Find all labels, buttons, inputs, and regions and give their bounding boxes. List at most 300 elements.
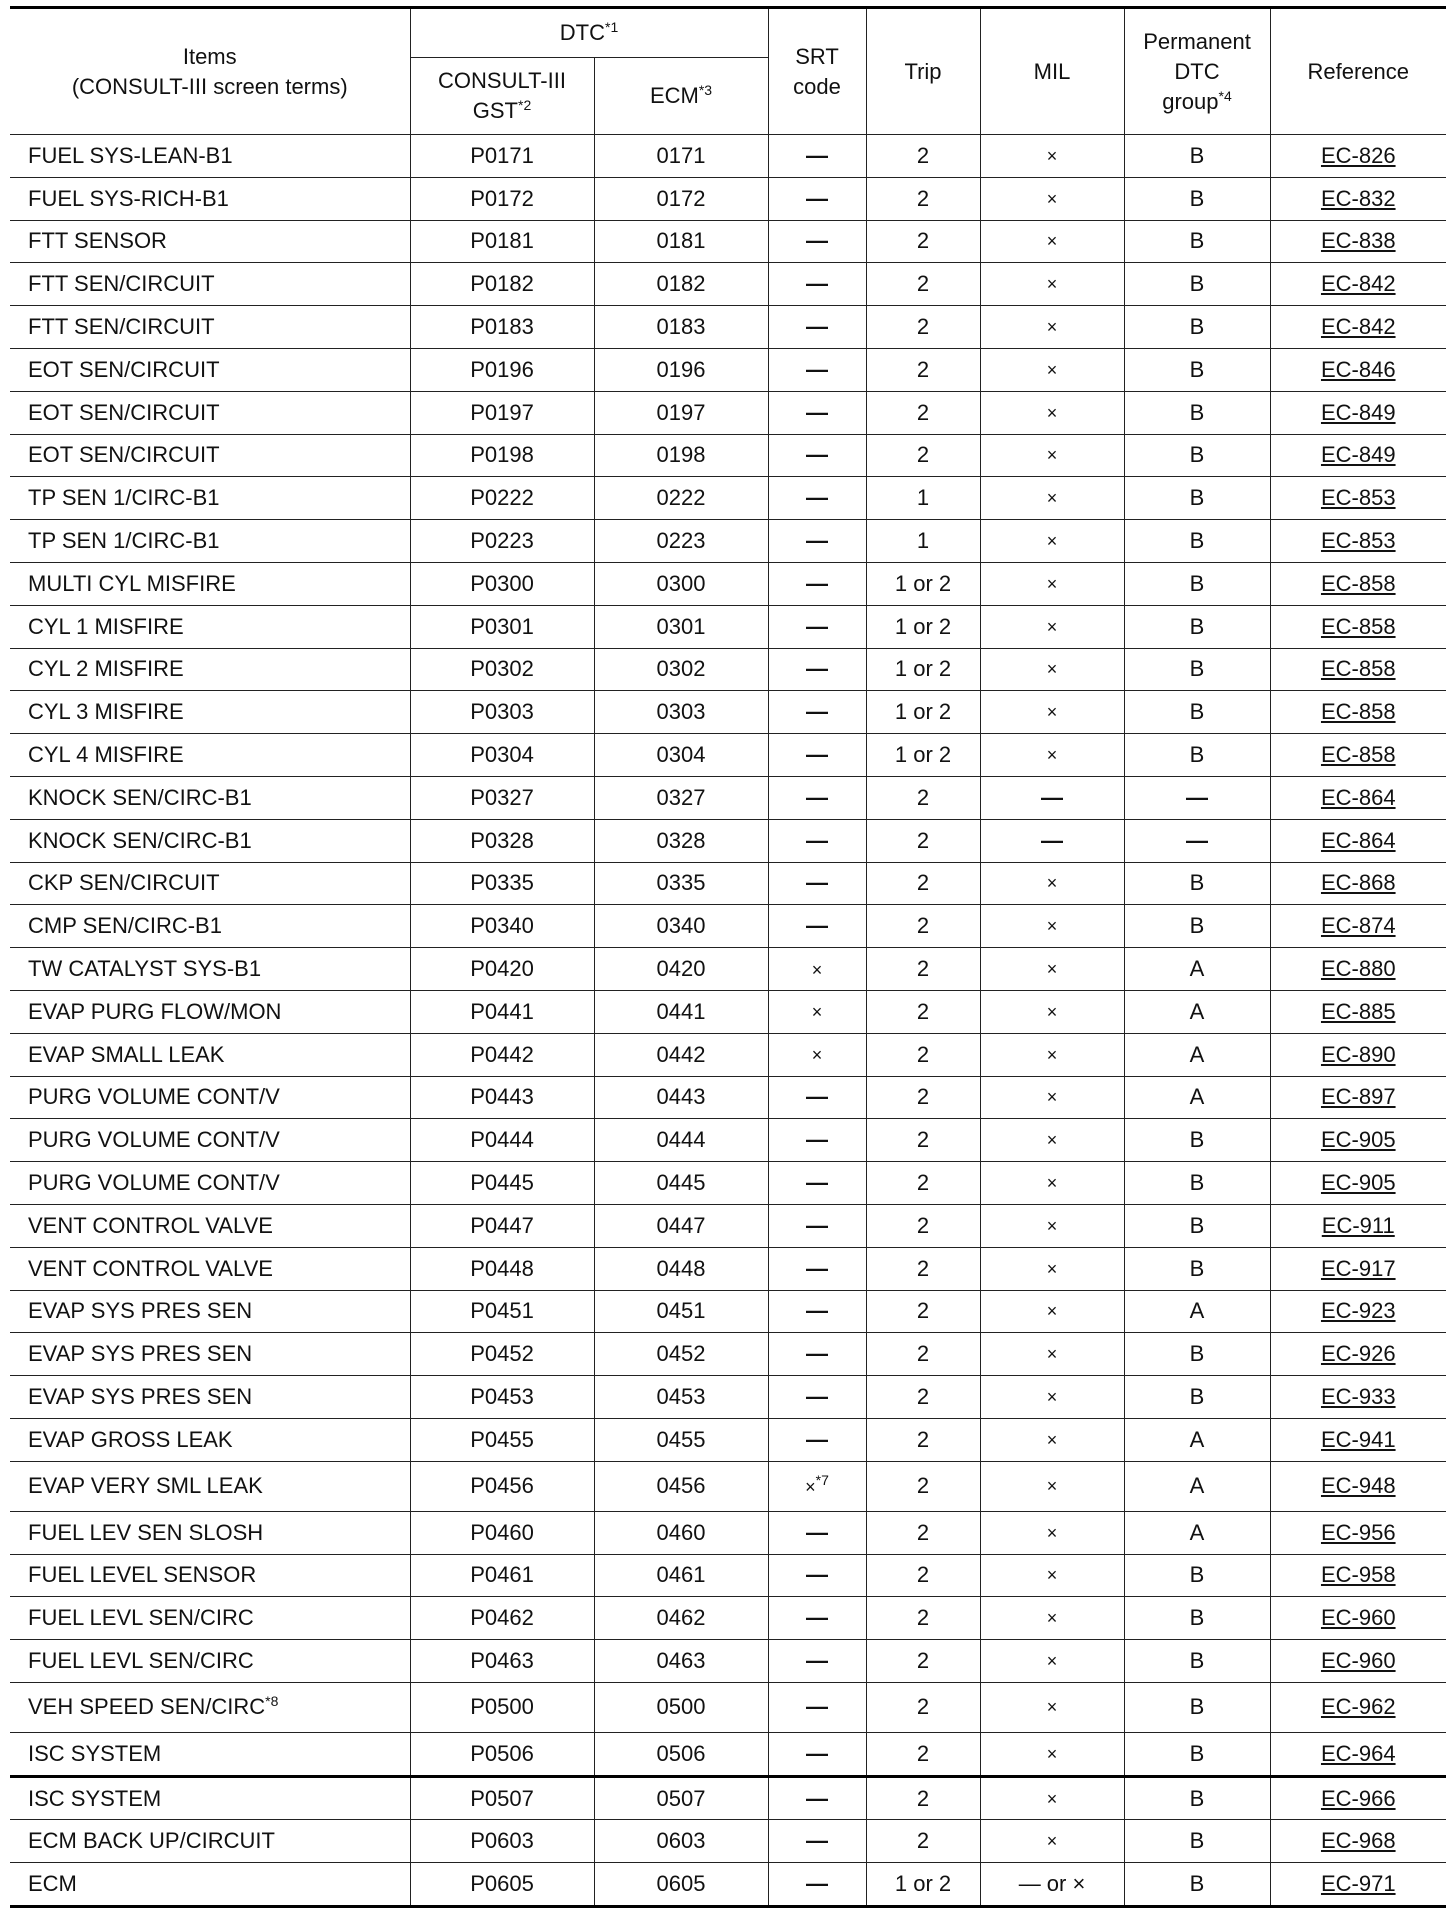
gst-code-cell: P0443 (410, 1076, 594, 1119)
srt-value: — (806, 1871, 829, 1897)
srt-cell (768, 562, 866, 605)
reference-cell (1270, 648, 1446, 691)
gst-code-cell: P0463 (410, 1640, 594, 1683)
reference-link[interactable]: EC-846 (1320, 356, 1396, 382)
table-row (10, 1511, 1446, 1554)
gst-code-cell: P0196 (410, 348, 594, 391)
reference-link[interactable]: EC-960 (1320, 1605, 1396, 1631)
reference-link[interactable]: EC-956 (1320, 1519, 1396, 1545)
srt-cell (768, 1863, 866, 1907)
srt-value: × (805, 1476, 816, 1497)
permanent-group-cell: B (1124, 434, 1270, 477)
permanent-group-cell: B (1124, 1776, 1270, 1820)
ecm-code-cell: 0196 (594, 348, 768, 391)
table-row (10, 990, 1446, 1033)
gst-code-cell: P0304 (410, 734, 594, 777)
item-name: VENT CONTROL VALVE (28, 1212, 273, 1238)
reference-cell (1270, 220, 1446, 263)
dtc-table-container (10, 6, 1446, 1908)
srt-cell (768, 905, 866, 948)
ecm-code-cell: 0222 (594, 477, 768, 520)
srt-cell (768, 1776, 866, 1820)
table-row (10, 520, 1446, 563)
srt-value: — (806, 1694, 829, 1720)
gst-code-cell: P0455 (410, 1418, 594, 1461)
srt-cell (768, 734, 866, 777)
gst-code-cell: P0444 (410, 1119, 594, 1162)
trip-cell: 2 (866, 1640, 980, 1683)
mil-cell: × (980, 1290, 1124, 1333)
mil-cell: × (980, 391, 1124, 434)
trip-cell: 2 (866, 348, 980, 391)
item-name: EVAP PURG FLOW/MON (28, 998, 282, 1024)
table-row (10, 605, 1446, 648)
ecm-code-cell: 0327 (594, 776, 768, 819)
reference-cell (1270, 1776, 1446, 1820)
reference-cell (1270, 1682, 1446, 1732)
trip-cell: 2 (866, 1247, 980, 1290)
reference-link[interactable]: EC-885 (1320, 998, 1396, 1024)
gst-code-cell: P0445 (410, 1162, 594, 1205)
reference-link[interactable]: EC-964 (1320, 1740, 1396, 1766)
mil-cell: × (980, 948, 1124, 991)
trip-cell: 2 (866, 1333, 980, 1376)
srt-value: — (806, 1298, 829, 1324)
table-row (10, 1162, 1446, 1205)
reference-link[interactable]: EC-842 (1320, 314, 1396, 340)
srt-cell (768, 1290, 866, 1333)
gst-code-cell: P0198 (410, 434, 594, 477)
table-row (10, 562, 1446, 605)
reference-link[interactable]: EC-948 (1320, 1473, 1396, 1499)
item-name: EVAP VERY SML LEAK (28, 1473, 263, 1499)
mil-cell: × (980, 1640, 1124, 1683)
permanent-group-cell: B (1124, 562, 1270, 605)
mil-cell: × (980, 520, 1124, 563)
reference-link[interactable]: EC-917 (1320, 1255, 1396, 1281)
table-row (10, 1076, 1446, 1119)
reference-link[interactable]: EC-874 (1320, 913, 1396, 939)
srt-cell (768, 605, 866, 648)
header-consult-line1: CONSULT-III (438, 68, 566, 93)
reference-link[interactable]: EC-941 (1320, 1426, 1396, 1452)
item-cell (10, 348, 410, 391)
reference-cell (1270, 948, 1446, 991)
reference-link[interactable]: EC-849 (1320, 442, 1396, 468)
header-dtc (410, 8, 768, 58)
permanent-group-cell: B (1124, 1247, 1270, 1290)
permanent-group-cell: B (1124, 605, 1270, 648)
srt-cell (768, 776, 866, 819)
ecm-code-cell: 0182 (594, 263, 768, 306)
dtc-index-table (10, 6, 1446, 1908)
ecm-code-cell: 0507 (594, 1776, 768, 1820)
trip-cell: 2 (866, 1461, 980, 1511)
reference-link[interactable]: EC-962 (1320, 1694, 1396, 1720)
ecm-code-cell: 0301 (594, 605, 768, 648)
permanent-group-cell: A (1124, 1076, 1270, 1119)
reference-link[interactable]: EC-905 (1320, 1127, 1396, 1153)
item-cell (10, 1376, 410, 1419)
item-cell (10, 1119, 410, 1162)
item-cell (10, 391, 410, 434)
reference-link[interactable]: EC-958 (1320, 1562, 1396, 1588)
reference-link[interactable]: EC-966 (1320, 1785, 1396, 1811)
item-name: FUEL LEVL SEN/CIRC (28, 1605, 254, 1631)
trip-cell: 1 or 2 (866, 562, 980, 605)
trip-cell: 2 (866, 948, 980, 991)
permanent-group-cell: A (1124, 1461, 1270, 1511)
item-name: FUEL SYS-RICH-B1 (28, 185, 229, 211)
ecm-code-cell: 0335 (594, 862, 768, 905)
mil-cell: × (980, 1333, 1124, 1376)
gst-code-cell: P0181 (410, 220, 594, 263)
srt-cell (768, 1820, 866, 1863)
mil-cell: × (980, 1204, 1124, 1247)
item-name: CYL 2 MISFIRE (28, 656, 184, 682)
srt-value: — (806, 1562, 829, 1588)
reference-link[interactable]: EC-864 (1320, 784, 1396, 810)
table-row (10, 776, 1446, 819)
item-name: PURG VOLUME CONT/V (28, 1084, 280, 1110)
srt-value: — (806, 485, 829, 511)
reference-cell (1270, 691, 1446, 734)
item-cell (10, 263, 410, 306)
ecm-code-cell: 0444 (594, 1119, 768, 1162)
mil-cell: × (980, 477, 1124, 520)
gst-code-cell: P0182 (410, 263, 594, 306)
srt-value: — (806, 1426, 829, 1452)
reference-cell (1270, 1033, 1446, 1076)
gst-code-cell: P0303 (410, 691, 594, 734)
mil-cell: × (980, 263, 1124, 306)
ecm-code-cell: 0300 (594, 562, 768, 605)
reference-cell (1270, 1247, 1446, 1290)
reference-link[interactable]: EC-890 (1320, 1041, 1396, 1067)
mil-cell: × (980, 562, 1124, 605)
reference-link[interactable]: EC-853 (1320, 485, 1396, 511)
reference-cell (1270, 1554, 1446, 1597)
reference-cell (1270, 1162, 1446, 1205)
reference-cell (1270, 306, 1446, 349)
mil-cell: × (980, 1597, 1124, 1640)
item-name: EVAP SYS PRES SEN (28, 1298, 253, 1324)
reference-cell (1270, 1640, 1446, 1683)
reference-link[interactable]: EC-897 (1320, 1084, 1396, 1110)
table-row (10, 1732, 1446, 1776)
srt-value: — (806, 399, 829, 425)
item-cell (10, 1461, 410, 1511)
item-cell (10, 1863, 410, 1907)
table-row (10, 477, 1446, 520)
item-cell (10, 905, 410, 948)
mil-cell: × (980, 605, 1124, 648)
srt-cell (768, 862, 866, 905)
reference-cell (1270, 734, 1446, 777)
reference-link[interactable]: EC-832 (1320, 185, 1396, 211)
table-row (10, 1247, 1446, 1290)
table-row (10, 1682, 1446, 1732)
item-cell (10, 1554, 410, 1597)
item-cell (10, 1162, 410, 1205)
mil-cell: × (980, 1376, 1124, 1419)
trip-cell: 1 or 2 (866, 1863, 980, 1907)
trip-cell: 2 (866, 1418, 980, 1461)
ecm-code-cell: 0181 (594, 220, 768, 263)
permanent-group-cell: A (1124, 948, 1270, 991)
header-items-line2: (CONSULT-III screen terms) (71, 73, 348, 99)
trip-cell: 2 (866, 1119, 980, 1162)
item-cell (10, 1418, 410, 1461)
srt-cell (768, 1376, 866, 1419)
reference-cell (1270, 1461, 1446, 1511)
reference-link[interactable]: EC-905 (1320, 1170, 1396, 1196)
trip-cell: 2 (866, 1732, 980, 1776)
reference-link[interactable]: EC-911 (1321, 1212, 1395, 1238)
reference-link[interactable]: EC-864 (1320, 827, 1396, 853)
reference-link[interactable]: EC-858 (1320, 613, 1396, 639)
srt-cell (768, 1119, 866, 1162)
table-row (10, 1204, 1446, 1247)
table-row (10, 905, 1446, 948)
header-consult-gst (410, 58, 594, 135)
item-name: VEH SPEED SEN/CIRC (28, 1694, 266, 1720)
mil-cell: × (980, 1776, 1124, 1820)
srt-cell (768, 177, 866, 220)
permanent-group-cell: A (1124, 1511, 1270, 1554)
header-permanent-group (1124, 8, 1270, 135)
item-cell (10, 1732, 410, 1776)
trip-cell: 2 (866, 1597, 980, 1640)
mil-cell: × (980, 1119, 1124, 1162)
srt-value: — (806, 1828, 829, 1854)
item-name: CYL 1 MISFIRE (28, 613, 184, 639)
trip-cell: 2 (866, 1076, 980, 1119)
permanent-group-cell: B (1124, 1333, 1270, 1376)
trip-cell: 1 or 2 (866, 648, 980, 691)
table-row (10, 1863, 1446, 1907)
gst-code-cell: P0448 (410, 1247, 594, 1290)
ecm-code-cell: 0183 (594, 306, 768, 349)
mil-cell: × (980, 220, 1124, 263)
srt-value: × (811, 1002, 823, 1023)
item-cell (10, 562, 410, 605)
ecm-code-cell: 0461 (594, 1554, 768, 1597)
item-name: CMP SEN/CIRC-B1 (28, 913, 222, 939)
permanent-group-cell: B (1124, 1640, 1270, 1683)
permanent-group-cell: B (1124, 306, 1270, 349)
header-consult-line2: GST (472, 98, 518, 123)
srt-value: — (806, 356, 829, 382)
mil-cell: × (980, 905, 1124, 948)
gst-code-cell: P0340 (410, 905, 594, 948)
reference-cell (1270, 1418, 1446, 1461)
ecm-code-cell: 0460 (594, 1511, 768, 1554)
srt-cell (768, 948, 866, 991)
item-cell (10, 177, 410, 220)
trip-cell: 2 (866, 1554, 980, 1597)
item-cell (10, 819, 410, 862)
trip-cell: 2 (866, 1290, 980, 1333)
header-items-line1: Items (182, 43, 237, 69)
permanent-group-cell: A (1124, 1290, 1270, 1333)
reference-link[interactable]: EC-858 (1320, 656, 1396, 682)
reference-link[interactable]: EC-923 (1320, 1298, 1396, 1324)
reference-link[interactable]: EC-838 (1320, 228, 1396, 254)
reference-link[interactable]: EC-868 (1320, 870, 1396, 896)
ecm-code-cell: 0452 (594, 1333, 768, 1376)
reference-link[interactable]: EC-960 (1320, 1647, 1396, 1673)
item-cell (10, 135, 410, 178)
item-name: FUEL LEVL SEN/CIRC (28, 1647, 254, 1673)
srt-value: — (806, 228, 829, 254)
table-row (10, 862, 1446, 905)
table-row (10, 1418, 1446, 1461)
permanent-group-cell: — (1124, 776, 1270, 819)
reference-link[interactable]: EC-933 (1320, 1384, 1396, 1409)
permanent-group-cell: B (1124, 1119, 1270, 1162)
ecm-code-cell: 0447 (594, 1204, 768, 1247)
ecm-code-cell: 0455 (594, 1418, 768, 1461)
trip-cell: 1 or 2 (866, 734, 980, 777)
srt-cell (768, 391, 866, 434)
item-name: EVAP GROSS LEAK (28, 1426, 233, 1452)
gst-code-cell: P0461 (410, 1554, 594, 1597)
permanent-group-cell: A (1124, 1418, 1270, 1461)
table-row (10, 1640, 1446, 1683)
header-srt-line2: code (793, 73, 841, 99)
srt-cell (768, 1076, 866, 1119)
header-perm-line1: Permanent (1143, 28, 1251, 54)
mil-cell: × (980, 862, 1124, 905)
reference-link[interactable]: EC-971 (1320, 1871, 1396, 1897)
permanent-group-cell: B (1124, 1732, 1270, 1776)
trip-cell: 2 (866, 135, 980, 178)
trip-cell: 2 (866, 263, 980, 306)
srt-cell (768, 1640, 866, 1683)
item-cell (10, 1076, 410, 1119)
header-items (10, 8, 410, 135)
item-cell (10, 605, 410, 648)
reference-cell (1270, 1511, 1446, 1554)
table-row (10, 348, 1446, 391)
gst-code-cell: P0223 (410, 520, 594, 563)
header-ecm-label: ECM (649, 83, 699, 108)
trip-cell: 2 (866, 776, 980, 819)
srt-value: — (806, 1341, 829, 1367)
srt-cell (768, 477, 866, 520)
reference-cell (1270, 1119, 1446, 1162)
gst-code-cell: P0451 (410, 1290, 594, 1333)
reference-cell (1270, 776, 1446, 819)
item-name: CYL 3 MISFIRE (28, 699, 184, 725)
permanent-group-cell: B (1124, 1554, 1270, 1597)
srt-value: — (806, 570, 829, 596)
reference-cell (1270, 990, 1446, 1033)
srt-value: × (811, 1045, 823, 1066)
trip-cell: 2 (866, 862, 980, 905)
table-row (10, 1333, 1446, 1376)
ecm-code-cell: 0442 (594, 1033, 768, 1076)
srt-cell (768, 263, 866, 306)
mil-cell: × (980, 306, 1124, 349)
ecm-code-cell: 0448 (594, 1247, 768, 1290)
item-name: FTT SEN/CIRCUIT (28, 314, 215, 340)
trip-cell: 1 (866, 520, 980, 563)
item-note: *8 (265, 1693, 279, 1710)
reference-link[interactable]: EC-826 (1320, 142, 1396, 168)
permanent-group-cell: B (1124, 348, 1270, 391)
reference-link[interactable]: EC-858 (1320, 699, 1396, 725)
reference-link[interactable]: EC-842 (1320, 271, 1396, 297)
permanent-group-cell: A (1124, 990, 1270, 1033)
item-cell (10, 948, 410, 991)
gst-code-cell: P0605 (410, 1863, 594, 1907)
item-cell (10, 520, 410, 563)
srt-cell (768, 990, 866, 1033)
reference-link[interactable]: EC-926 (1320, 1341, 1396, 1367)
srt-cell (768, 648, 866, 691)
mil-cell: × (980, 434, 1124, 477)
item-cell (10, 990, 410, 1033)
permanent-group-cell: B (1124, 520, 1270, 563)
srt-value: — (806, 1255, 829, 1281)
reference-cell (1270, 1597, 1446, 1640)
gst-code-cell: P0183 (410, 306, 594, 349)
reference-link[interactable]: EC-858 (1320, 570, 1396, 596)
srt-value: — (806, 314, 829, 340)
gst-code-cell: P0171 (410, 135, 594, 178)
ecm-code-cell: 0197 (594, 391, 768, 434)
trip-cell: 2 (866, 1776, 980, 1820)
srt-value: — (806, 1647, 829, 1673)
table-row (10, 691, 1446, 734)
srt-cell (768, 691, 866, 734)
table-row (10, 1290, 1446, 1333)
srt-cell (768, 1682, 866, 1732)
ecm-code-cell: 0302 (594, 648, 768, 691)
mil-cell: × (980, 1033, 1124, 1076)
ecm-code-cell: 0198 (594, 434, 768, 477)
reference-cell (1270, 1333, 1446, 1376)
header-perm-line2: DTC (1174, 58, 1220, 84)
ecm-code-cell: 0462 (594, 1597, 768, 1640)
reference-link[interactable]: EC-858 (1320, 742, 1396, 768)
gst-code-cell: P0301 (410, 605, 594, 648)
srt-value: — (806, 1740, 829, 1766)
trip-cell: 2 (866, 990, 980, 1033)
mil-cell: × (980, 1247, 1124, 1290)
item-name: TP SEN 1/CIRC-B1 (28, 485, 220, 511)
reference-link[interactable]: EC-968 (1320, 1828, 1396, 1854)
item-name: ISC SYSTEM (28, 1785, 162, 1811)
reference-cell (1270, 1732, 1446, 1776)
permanent-group-cell: B (1124, 734, 1270, 777)
item-name: EVAP SYS PRES SEN (28, 1384, 253, 1409)
gst-code-cell: P0447 (410, 1204, 594, 1247)
ecm-code-cell: 0171 (594, 135, 768, 178)
reference-link[interactable]: EC-880 (1320, 956, 1396, 982)
srt-value: — (806, 1785, 829, 1811)
reference-link[interactable]: EC-853 (1320, 528, 1396, 554)
header-perm-line3: group (1162, 88, 1219, 114)
item-cell (10, 1597, 410, 1640)
reference-link[interactable]: EC-849 (1320, 399, 1396, 425)
item-cell (10, 1820, 410, 1863)
trip-cell: 2 (866, 220, 980, 263)
gst-code-cell: P0302 (410, 648, 594, 691)
permanent-group-cell: B (1124, 648, 1270, 691)
